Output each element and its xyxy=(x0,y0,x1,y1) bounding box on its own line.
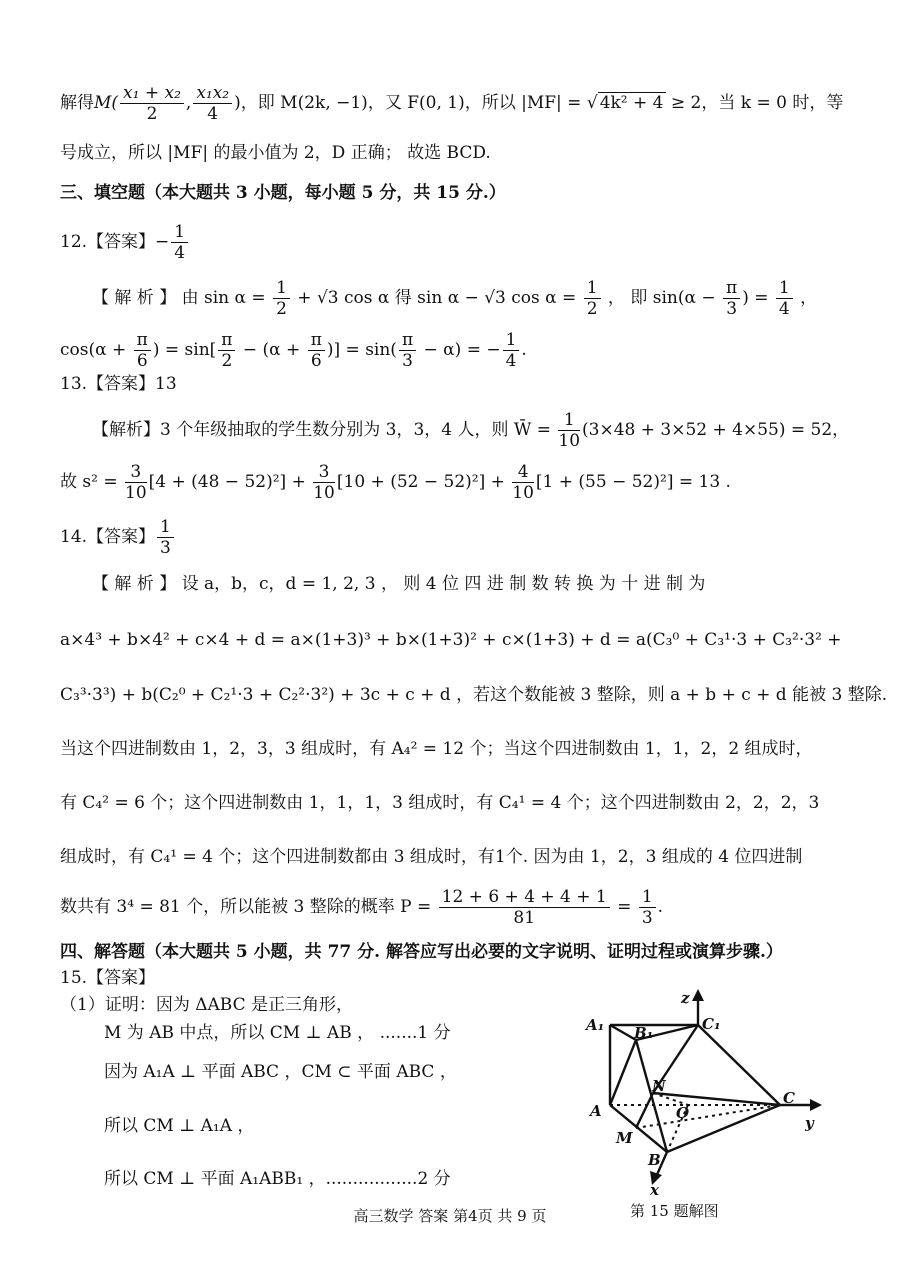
denominator: 2 xyxy=(586,299,598,319)
q15-line-5: 所以 CM ⊥ 平面 A₁ABB₁ ，.................2 分 xyxy=(104,1169,451,1189)
fraction xyxy=(120,83,184,124)
fraction xyxy=(503,330,520,371)
q12-explanation-1 xyxy=(92,278,817,319)
denominator: 4 xyxy=(778,299,790,319)
numerator: 1 xyxy=(584,278,601,299)
q14-explanation-7 xyxy=(60,887,663,928)
q12-label: 12.【答案】 xyxy=(60,232,156,252)
fraction xyxy=(723,278,740,319)
numerator: x₁x₂ xyxy=(193,83,232,104)
text: 数共有 3⁴ = 81 个，所以能被 3 整除的概率 P = xyxy=(60,897,437,917)
numerator: 12 + 6 + 4 + 4 + 1 xyxy=(439,887,610,908)
fraction xyxy=(439,887,610,928)
text: 【解析】3 个年级抽取的学生数分别为 3，3，4 人，则 W̄ = xyxy=(92,420,557,440)
edge-n-c xyxy=(653,1093,780,1105)
denominator: 10 xyxy=(558,431,581,451)
numerator: 4 xyxy=(512,462,534,483)
label-n: N xyxy=(652,1077,666,1095)
denominator: 81 xyxy=(513,908,536,928)
text: . xyxy=(657,897,664,917)
denominator: 2 xyxy=(276,299,287,319)
text: 【 解 析 】 由 sin α = xyxy=(92,288,272,308)
q14-explanation-2: a×4³ + b×4² + c×4 + d = a×(1+3)³ + b×(1+3)² + c×(1+3) + d = a(C₃⁰ + C₃¹·3 + C₃²·3² + xyxy=(60,630,842,650)
denominator: 10 xyxy=(313,483,335,503)
denominator: 6 xyxy=(136,351,148,371)
label-z: z xyxy=(681,989,690,1007)
numerator: 1 xyxy=(639,887,656,908)
text: [1 + (55 − 52)²] = 13 . xyxy=(535,472,731,492)
q13-explanation-2 xyxy=(60,462,731,503)
denominator: 2 xyxy=(221,351,233,371)
denominator: 3 xyxy=(641,908,653,928)
radicand: 4k² + 4 xyxy=(599,93,664,113)
text: [4 + (48 − 52)²] + xyxy=(148,472,312,492)
text: [10 + (52 − 52)²] + xyxy=(336,472,511,492)
text: cos(α + xyxy=(60,340,132,360)
y-arrow-icon xyxy=(810,1099,822,1111)
numerator: 1 xyxy=(273,278,290,299)
text: ， xyxy=(794,288,818,308)
sqrt-sign: √ xyxy=(586,93,598,113)
numerator: 1 xyxy=(558,410,580,431)
q13-answer: 13.【答案】13 xyxy=(60,374,177,394)
text: ， 即 sin(α − xyxy=(602,288,722,308)
text: ) = sin[ xyxy=(152,340,217,360)
q14-answer xyxy=(60,517,176,558)
denominator: 6 xyxy=(310,351,322,371)
numerator: 3 xyxy=(125,462,147,483)
edge-m-n xyxy=(636,1093,653,1128)
numerator: π xyxy=(399,330,416,351)
numerator: 1 xyxy=(157,517,174,538)
denominator: 2 xyxy=(146,104,158,124)
fraction xyxy=(399,330,416,371)
prism-figure xyxy=(580,985,830,1195)
denominator: 3 xyxy=(160,538,171,558)
numerator: 1 xyxy=(171,222,188,243)
q15-line-3: 因为 A₁A ⊥ 平面 ABC ，CM ⊂ 平面 ABC ， xyxy=(104,1062,457,1082)
q14-label: 14.【答案】 xyxy=(60,527,156,547)
numerator: π xyxy=(134,330,151,351)
section-3-heading: 三、填空题（本大题共 3 小题，每小题 5 分，共 15 分.） xyxy=(60,183,506,203)
text: ≥ 2，当 k = 0 时，等 xyxy=(665,93,844,113)
q14-explanation-3: C₃³·3³) + b(C₂⁰ + C₂¹·3 + C₂²·3²) + 3c + c + d ，若这个数能被 3 整除，则 a + b + c + d 能被 3 整除. xyxy=(60,685,888,705)
q12-answer xyxy=(60,222,190,263)
denominator: 4 xyxy=(174,243,186,263)
fraction xyxy=(157,517,174,558)
page-footer: 高三数学 答案 第4页 共 9 页 xyxy=(353,1207,547,1225)
q15-answer: 15.【答案】 xyxy=(60,968,156,988)
text: = xyxy=(611,897,637,917)
label-b: B xyxy=(648,1151,661,1169)
text: M( xyxy=(94,93,119,113)
text: − (α + xyxy=(237,340,306,360)
text: − α) = − xyxy=(418,340,501,360)
solution-line-1: 解得M( $\frac{\text{x₁ + x₂}}{2}$ , $\frac{\text{x₁x₂}}{4}$ )，即 M(2k, −1)，又 F(0, 1)，所以 |MF| = √ 4k² + 4 ≥ 2，当 k = 0 时，等 xyxy=(60,83,844,124)
edge-a1-b1 xyxy=(610,1025,636,1040)
text: ) = xyxy=(742,288,774,308)
label-b1: B₁ xyxy=(634,1024,654,1042)
fraction xyxy=(558,410,580,451)
solution-line-2: 号成立，所以 |MF| 的最小值为 2，D 正确； 故选 BCD. xyxy=(60,143,491,163)
q15-line-1: （1）证明：因为 ΔABC 是正三角形， xyxy=(60,995,353,1015)
text: )] = sin( xyxy=(326,340,397,360)
q15-line-2: M 为 AB 中点，所以 CM ⊥ AB ， .......1 分 xyxy=(104,1023,451,1043)
fraction xyxy=(193,83,232,124)
fraction xyxy=(125,462,147,503)
edge-c1-c xyxy=(698,1025,780,1105)
q14-explanation-1: 【 解 析 】 设 a，b，c，d = 1, 2, 3 ， 则 4 位 四 进 制 数 转 换 为 十 进 制 为 xyxy=(92,574,706,594)
denominator: 4 xyxy=(207,104,219,124)
denominator: 3 xyxy=(726,299,738,319)
denominator: 10 xyxy=(125,483,147,503)
section-4-heading: 四、解答题（本大题共 5 小题，共 77 分. 解答应写出必要的文字说明、证明过程或演算步骤.） xyxy=(60,942,783,962)
label-c: C xyxy=(783,1089,795,1107)
fraction xyxy=(218,330,235,371)
fraction xyxy=(313,462,335,503)
text: 解得 xyxy=(60,93,94,113)
fraction xyxy=(171,222,188,263)
denominator: 10 xyxy=(512,483,534,503)
label-y: y xyxy=(805,1114,814,1132)
fraction xyxy=(776,278,793,319)
figure-caption: 第 15 题解图 xyxy=(630,1202,719,1220)
label-a: A xyxy=(590,1102,602,1120)
text: 故 s² = xyxy=(60,472,123,492)
minus-sign: − xyxy=(155,232,170,252)
numerator: π xyxy=(723,278,740,299)
q14-explanation-5: 有 C₄² = 6 个；这个四进制数由 1，1，1，3 组成时，有 C₄¹ = 4 个；这个四进制数由 2，2，2，3 xyxy=(60,793,820,813)
numerator: π xyxy=(308,330,325,351)
denominator: 4 xyxy=(505,351,517,371)
text: (3×48 + 3×52 + 4×55) = 52， xyxy=(582,420,850,440)
numerator: x₁ + x₂ xyxy=(120,83,184,104)
fraction xyxy=(308,330,325,371)
text: . xyxy=(521,340,527,360)
label-o: O xyxy=(676,1104,690,1122)
numerator: 1 xyxy=(503,330,520,351)
label-a1: A₁ xyxy=(586,1016,605,1034)
numerator: 3 xyxy=(313,462,335,483)
label-m: M xyxy=(616,1129,633,1147)
numerator: 1 xyxy=(776,278,793,299)
fraction xyxy=(639,887,656,928)
numerator: π xyxy=(218,330,235,351)
text: )，即 M(2k, −1)，又 F(0, 1)，所以 |MF| = xyxy=(234,93,587,113)
q12-explanation-2 xyxy=(60,330,527,371)
text: + √3 cos α 得 sin α − √3 cos α = xyxy=(291,288,582,308)
edge-a-b1 xyxy=(610,1040,636,1105)
q14-explanation-6: 组成时，有 C₄¹ = 4 个；这个四进制数都由 3 组成时，有1个. 因为由 1，2，3 组成的 4 位四进制 xyxy=(60,847,803,867)
z-arrow-icon xyxy=(692,989,704,1001)
denominator: 3 xyxy=(402,351,413,371)
fraction xyxy=(273,278,290,319)
fraction xyxy=(134,330,151,371)
q15-line-4: 所以 CM ⊥ A₁A ， xyxy=(104,1116,255,1136)
label-c1: C₁ xyxy=(702,1015,721,1033)
q14-explanation-4: 当这个四进制数由 1，2，3，3 组成时，有 A₄² = 12 个；当这个四进制数由 1，1，2，2 组成时， xyxy=(60,739,813,759)
q13-explanation-1 xyxy=(92,410,849,451)
label-x: x xyxy=(650,1181,659,1195)
fraction xyxy=(512,462,534,503)
fraction xyxy=(584,278,601,319)
